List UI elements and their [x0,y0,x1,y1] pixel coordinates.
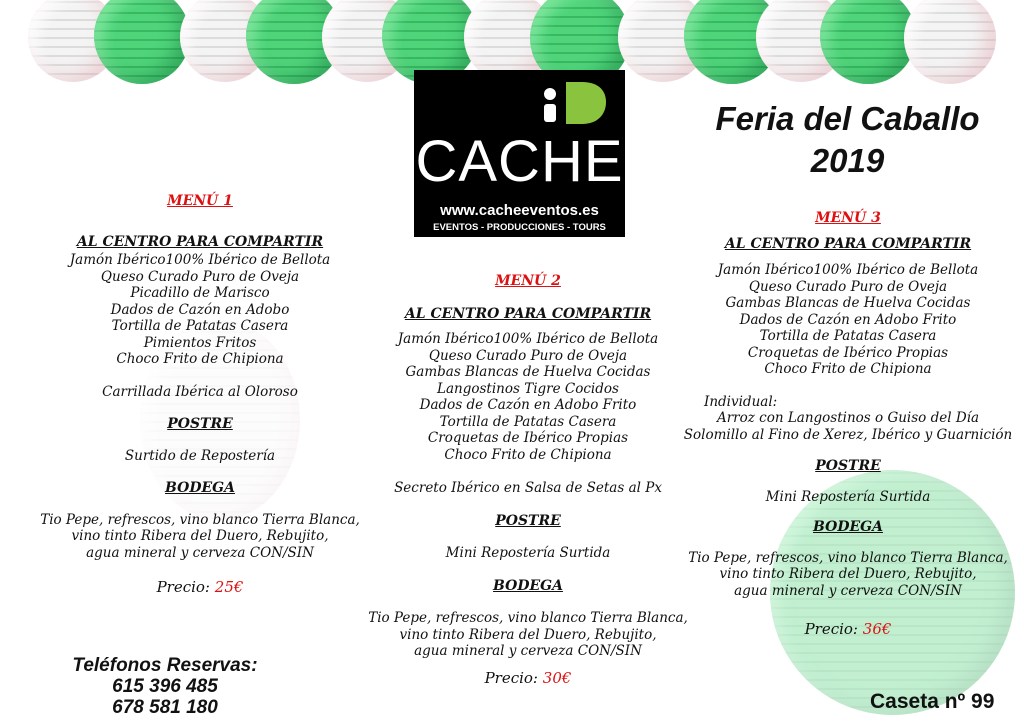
drinks-line: agua mineral y cerveza CON/SIN [414,643,642,659]
price-value: 25€ [214,578,244,596]
price-value: 36€ [862,620,892,638]
price-line [678,621,1018,638]
menu-item: Queso Curado Puro de Oveja [100,268,300,285]
section-heading: BODEGA [813,519,883,535]
green-lantern-decoration [94,0,190,84]
phone-number: 615 396 485 [112,676,218,697]
drinks-line: Tio Pepe, refrescos, vino blanco Tierra Blanca, [40,511,360,528]
individual-item: Solomillo al Fino de Xerez, Ibérico y Guarnición [683,426,1013,443]
logo-brand-text: CACHE [415,129,624,194]
menu-item: Dados de Cazón en Adobo [110,301,290,318]
menu-item: Tortilla de Patatas Casera [111,318,289,334]
drinks-line: vino tinto Ribera del Duero, Rebujito, [719,566,977,582]
menu-item: Choco Frito de Chipiona [764,361,932,377]
drinks-line: Tio Pepe, refrescos, vino blanco Tierra Blanca, [688,549,1008,566]
logo-mark-icon [542,80,608,126]
individual-item: Arroz con Langostinos o Guiso del Día [716,410,980,426]
price-line [358,670,698,687]
dessert-item: Mini Repostería Surtida [765,488,931,505]
menu-item: Queso Curado Puro de Oveja [748,278,948,295]
menu-item: Jamón Ibérico100% Ibérico de Bellota [397,331,659,347]
green-lantern-decoration [820,0,916,84]
menu-item: Tortilla de Patatas Casera [759,328,937,344]
section-heading: BODEGA [165,480,235,496]
phone-number: 678 581 180 [112,697,218,718]
drinks-line: agua mineral y cerveza CON/SIN [734,582,962,599]
menu-item: Gambas Blancas de Huelva Cocidas [405,364,651,380]
event-title-name: Feria del Caballo [715,100,980,137]
price-label: Precio: [156,578,210,596]
menu-item: Tortilla de Patatas Casera [439,413,617,430]
dessert-item: Surtido de Repostería [124,447,276,464]
main-dish: Secreto Ibérico en Salsa de Setas al Px [394,480,662,496]
drinks-line: vino tinto Ribera del Duero, Rebujito, [71,528,329,544]
menu-item: Croquetas de Ibérico Propias [427,430,629,446]
section-heading: AL CENTRO PARA COMPARTIR [76,233,324,250]
menu-3-column [678,210,1018,638]
logo-url: www.cacheeventos.es [440,202,599,219]
event-title [680,98,1015,182]
menu-item: Croquetas de Ibérico Propias [747,344,949,361]
menu-item: Choco Frito de Chipiona [444,446,612,463]
logo-tagline: EVENTOS - PRODUCCIONES - TOURS [433,222,606,233]
menu-title: MENÚ 1 [167,193,233,209]
white-lantern-decoration [904,0,996,84]
menu-title: MENÚ 3 [815,210,881,226]
price-label: Precio: [804,620,858,638]
menu-item: Choco Frito de Chipiona [116,351,284,367]
menu-item: Pimientos Fritos [143,334,257,351]
section-heading: POSTRE [167,416,233,432]
drinks-line: vino tinto Ribera del Duero, Rebujito, [399,626,657,643]
menu-item: Gambas Blancas de Huelva Cocidas [725,295,971,311]
menu-title: MENÚ 2 [495,273,561,289]
menu-1-column [30,193,370,596]
price-line [30,579,370,596]
dessert-item: Mini Repostería Surtida [445,545,611,561]
menu-2-column [358,273,698,686]
section-heading: POSTRE [495,512,561,529]
section-heading: BODEGA [493,577,563,594]
section-heading: AL CENTRO PARA COMPARTIR [404,305,652,322]
reservation-phones [50,655,280,718]
menu-item: Jamón Ibérico100% Ibérico de Bellota [717,262,979,278]
individual-label: Individual: [704,393,778,410]
menu-item: Dados de Cazón en Adobo Frito [739,311,957,328]
menu-item: Dados de Cazón en Adobo Frito [419,397,637,413]
cache-logo [414,70,625,237]
price-value: 30€ [542,668,572,687]
main-dish: Carrillada Ibérica al Oloroso [102,383,298,400]
booth-number: Caseta nº 99 [870,690,995,713]
menu-item: Langostinos Tigre Cocidos [437,380,619,397]
menu-item: Picadillo de Marisco [130,285,270,301]
event-title-year: 2019 [810,142,885,179]
drinks-line: Tio Pepe, refrescos, vino blanco Tierra Blanca, [368,610,688,626]
menu-item: Jamón Ibérico100% Ibérico de Bellota [69,252,331,268]
drinks-line: agua mineral y cerveza CON/SIN [86,544,314,561]
section-heading: POSTRE [815,458,881,474]
phones-label: Teléfonos Reservas: [72,655,258,676]
section-heading: AL CENTRO PARA COMPARTIR [724,235,972,252]
menu-item: Queso Curado Puro de Oveja [428,347,628,364]
price-label: Precio: [484,668,538,687]
